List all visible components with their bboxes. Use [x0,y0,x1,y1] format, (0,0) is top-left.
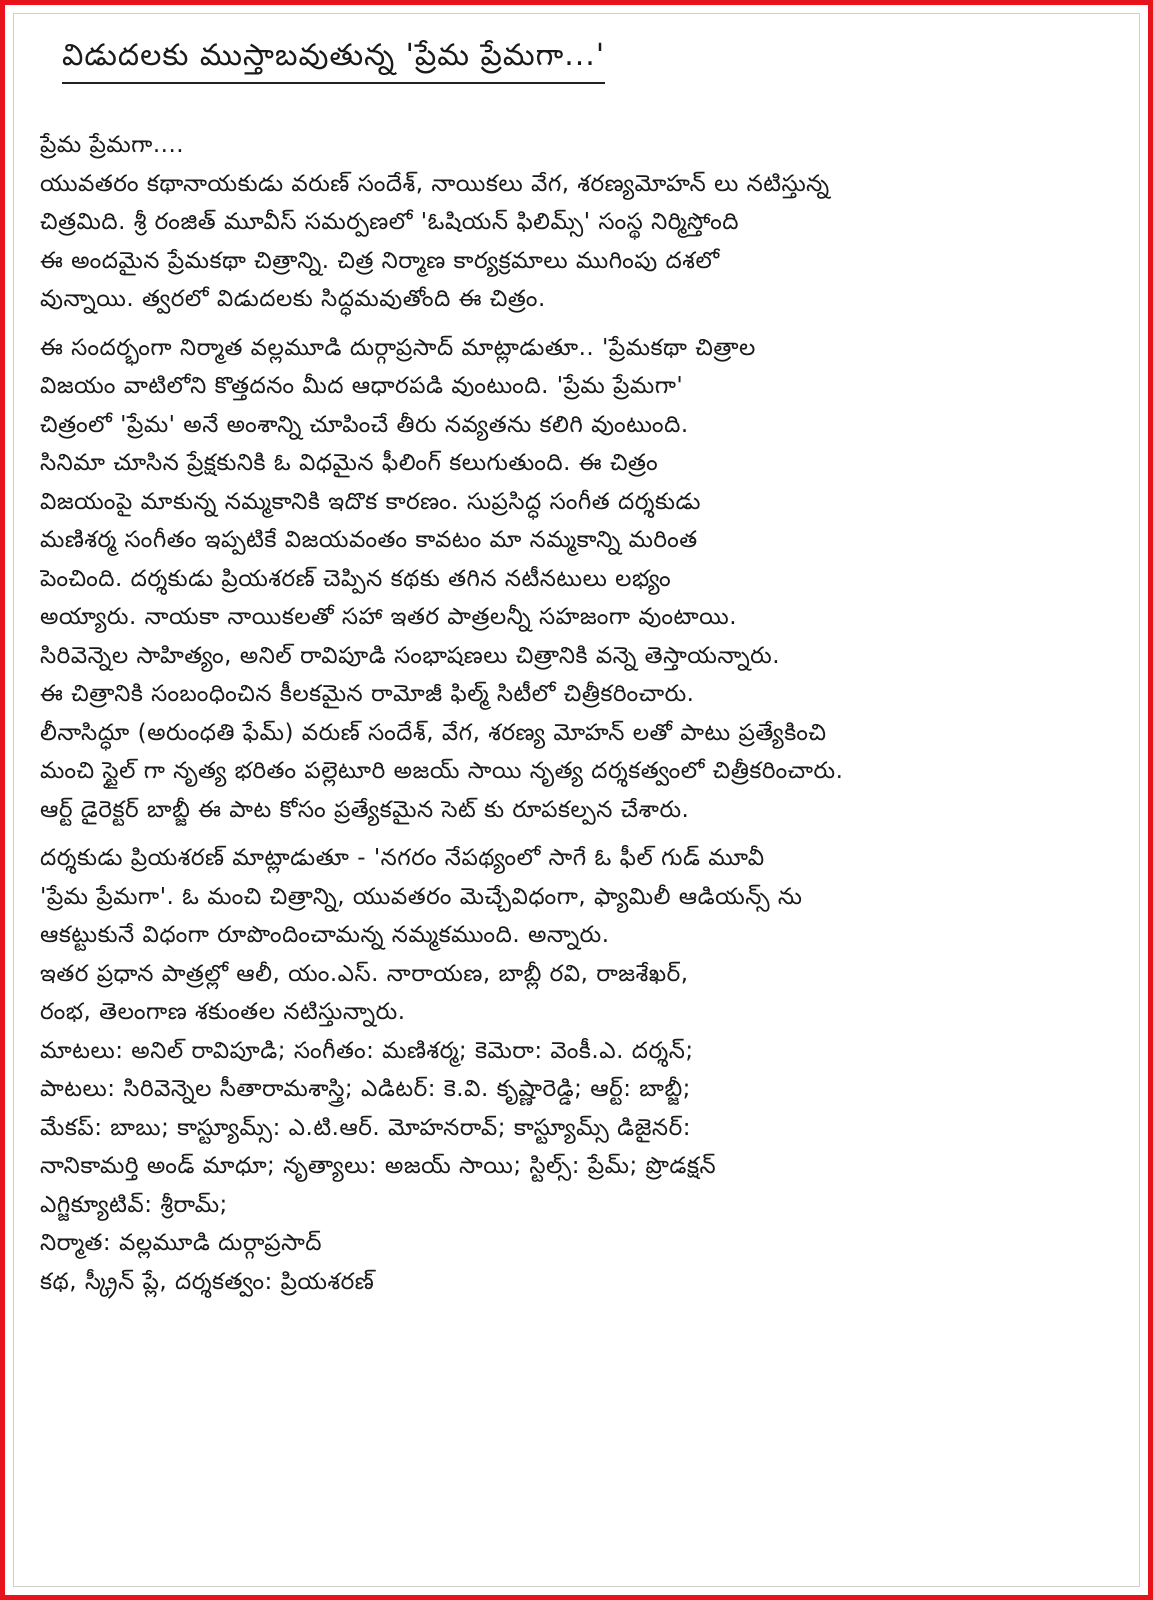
director-credit: కథ, స్క్రీన్ ప్లే, దర్శకత్వం: ప్రియశరణ్ [40,1268,375,1295]
text-line: విజయంపై మాకున్న నమ్మకానికి ఇదొక కారణం. సుప్రసిద్ధ సంగీత దర్శకుడు [40,488,701,515]
scanned-page [13,13,1140,1587]
producer-credit: నిర్మాత: వల్లమూడి దుర్గాప్రసాద్ [40,1230,323,1256]
paragraph-director-quote [40,839,1130,1032]
text-line: విజయం వాటిలోని కొత్తదనం మీద ఆధారపడి వుంటుంది. 'ప్రేమ ప్రేమగా' [40,373,684,399]
credit-line: మాటలు: అనిల్ రావిపూడి; సంగీతం: మణిశర్మ; కెమెరా: వెంకీ.ఎ. దర్శన్; [40,1037,694,1064]
text-line: పెంచింది. దర్శకుడు ప్రియశరణ్ చెప్పిన కథకు తగిన నటీనటులు లభ్యం [40,565,672,592]
text-line: అయ్యారు. నాయకా నాయికలతో సహా ఇతర పాత్రలన్నీ సహజంగా వుంటాయి. [40,604,738,630]
text-line: రంభ, తెలంగాణ శకుంతల నటిస్తున్నారు. [40,999,406,1025]
credit-line: మేకప్: బాబు; కాస్ట్యూమ్స్: ఎ.టి.ఆర్. మోహనరావ్; కాస్ట్యూమ్స్ డిజైనర్: [40,1114,691,1141]
article-subtitle: ప్రేమ ప్రేమగా.... [40,132,185,158]
text-line: ఆర్ట్ డైరెక్టర్ బాబ్జీ ఈ పాట కోసం ప్రత్యేకమైన సెట్ కు రూపకల్పన చేశారు. [40,796,690,823]
text-line: ఇతర ప్రధాన పాత్రల్లో ఆలీ, యం.ఎస్. నారాయణ, బాబ్లీ రవి, రాజశేఖర్, [40,960,689,987]
text-line: సిరివెన్నెల సాహిత్యం, అనిల్ రావిపూడి సంభాషణలు చిత్రానికి వన్నె తెస్తాయన్నారు. [40,642,781,669]
text-line: ఈ అందమైన ప్రేమకథా చిత్రాన్ని. చిత్ర నిర్మాణ కార్యక్రమాలు ముగింపు దశలో [40,247,720,274]
text-line: ఈ చిత్రానికి సంబంధించిన కీలకమైన రామోజీ ఫిల్మ్ సిటీలో చిత్రీకరించారు. [40,681,695,707]
text-line: ఆకట్టుకునే విధంగా రూపొందించామన్న నమ్మకముంది. అన్నారు. [40,922,610,948]
text-line: మణిశర్మ సంగీతం ఇప్పటికే విజయవంతం కావటం మా నమ్మకాన్ని మరింత [40,527,698,553]
text-line: మంచి స్టైల్ గా నృత్య భరితం పల్లెటూరి అజయ్ సాయి నృత్య దర్శకత్వంలో చిత్రీకరించారు. [40,758,844,784]
credits-list [40,1032,1130,1225]
text-line: చిత్రంలో 'ప్రేమ' అనే అంశాన్ని చూపించే తీరు నవ్యతను కలిగి వుంటుంది. [40,411,689,438]
paragraph-producer-quote [40,329,1130,830]
text-line: వున్నాయి. త్వరలో విడుదలకు సిద్ధమవుతోంది ఈ చిత్రం. [40,286,546,312]
article-body [40,126,1130,1301]
credit-line: ఎగ్జిక్యూటివ్: శ్రీరామ్; [40,1191,228,1218]
text-line: 'ప్రేమ ప్రేమగా'. ఓ మంచి చిత్రాన్ని, యువతరం మెచ్చేవిధంగా, ఫ్యామిలీ ఆడియన్స్ ను [40,883,803,910]
text-line: దర్శకుడు ప్రియశరణ్ మాట్లాడుతూ - 'నగరం నేపథ్యంలో సాగే ఓ ఫీల్ గుడ్ మూవీ [40,845,765,871]
credit-line: పాటలు: సిరివెన్నెల సీతారామశాస్త్రి; ఎడిటర్: కె.వి. కృష్ణారెడ్డి; ఆర్ట్: బాబ్జీ; [40,1076,691,1102]
text-line: చిత్రమిది. శ్రీ రంజిత్ మూవీస్ సమర్పణలో 'ఓషియన్ ఫిలిమ్స్' సంస్థ నిర్మిస్తోంది [40,209,740,235]
text-line: లీనాసిద్ధూ (అరుంధతి ఫేమ్) వరుణ్ సందేశ్, వేగ, శరణ్య మోహన్ లతో పాటు ప్రత్యేకించి [40,719,827,746]
text-line: సినిమా చూసిన ప్రేక్షకునికి ఓ విధమైన ఫీలింగ్ కలుగుతుంది. ఈ చిత్రం [40,450,659,476]
paragraph-intro [40,165,1130,319]
text-line: ఈ సందర్భంగా నిర్మాత వల్లమూడి దుర్గాప్రసాద్ మాట్లాడుతూ.. 'ప్రేమకథా చిత్రాల [40,334,756,361]
credit-line: నానికామర్తి అండ్ మాధూ; నృత్యాలు: అజయ్ సాయి; స్టిల్స్: ప్రేమ్; ప్రొడక్షన్ [40,1153,717,1179]
text-line: యువతరం కథానాయకుడు వరుణ్ సందేశ్, నాయికలు వేగ, శరణ్యమోహన్ లు నటిస్తున్న [40,170,830,197]
article-title: విడుదలకు ముస్తాబవుతున్న 'ప్రేమ ప్రేమగా...' [62,36,605,84]
